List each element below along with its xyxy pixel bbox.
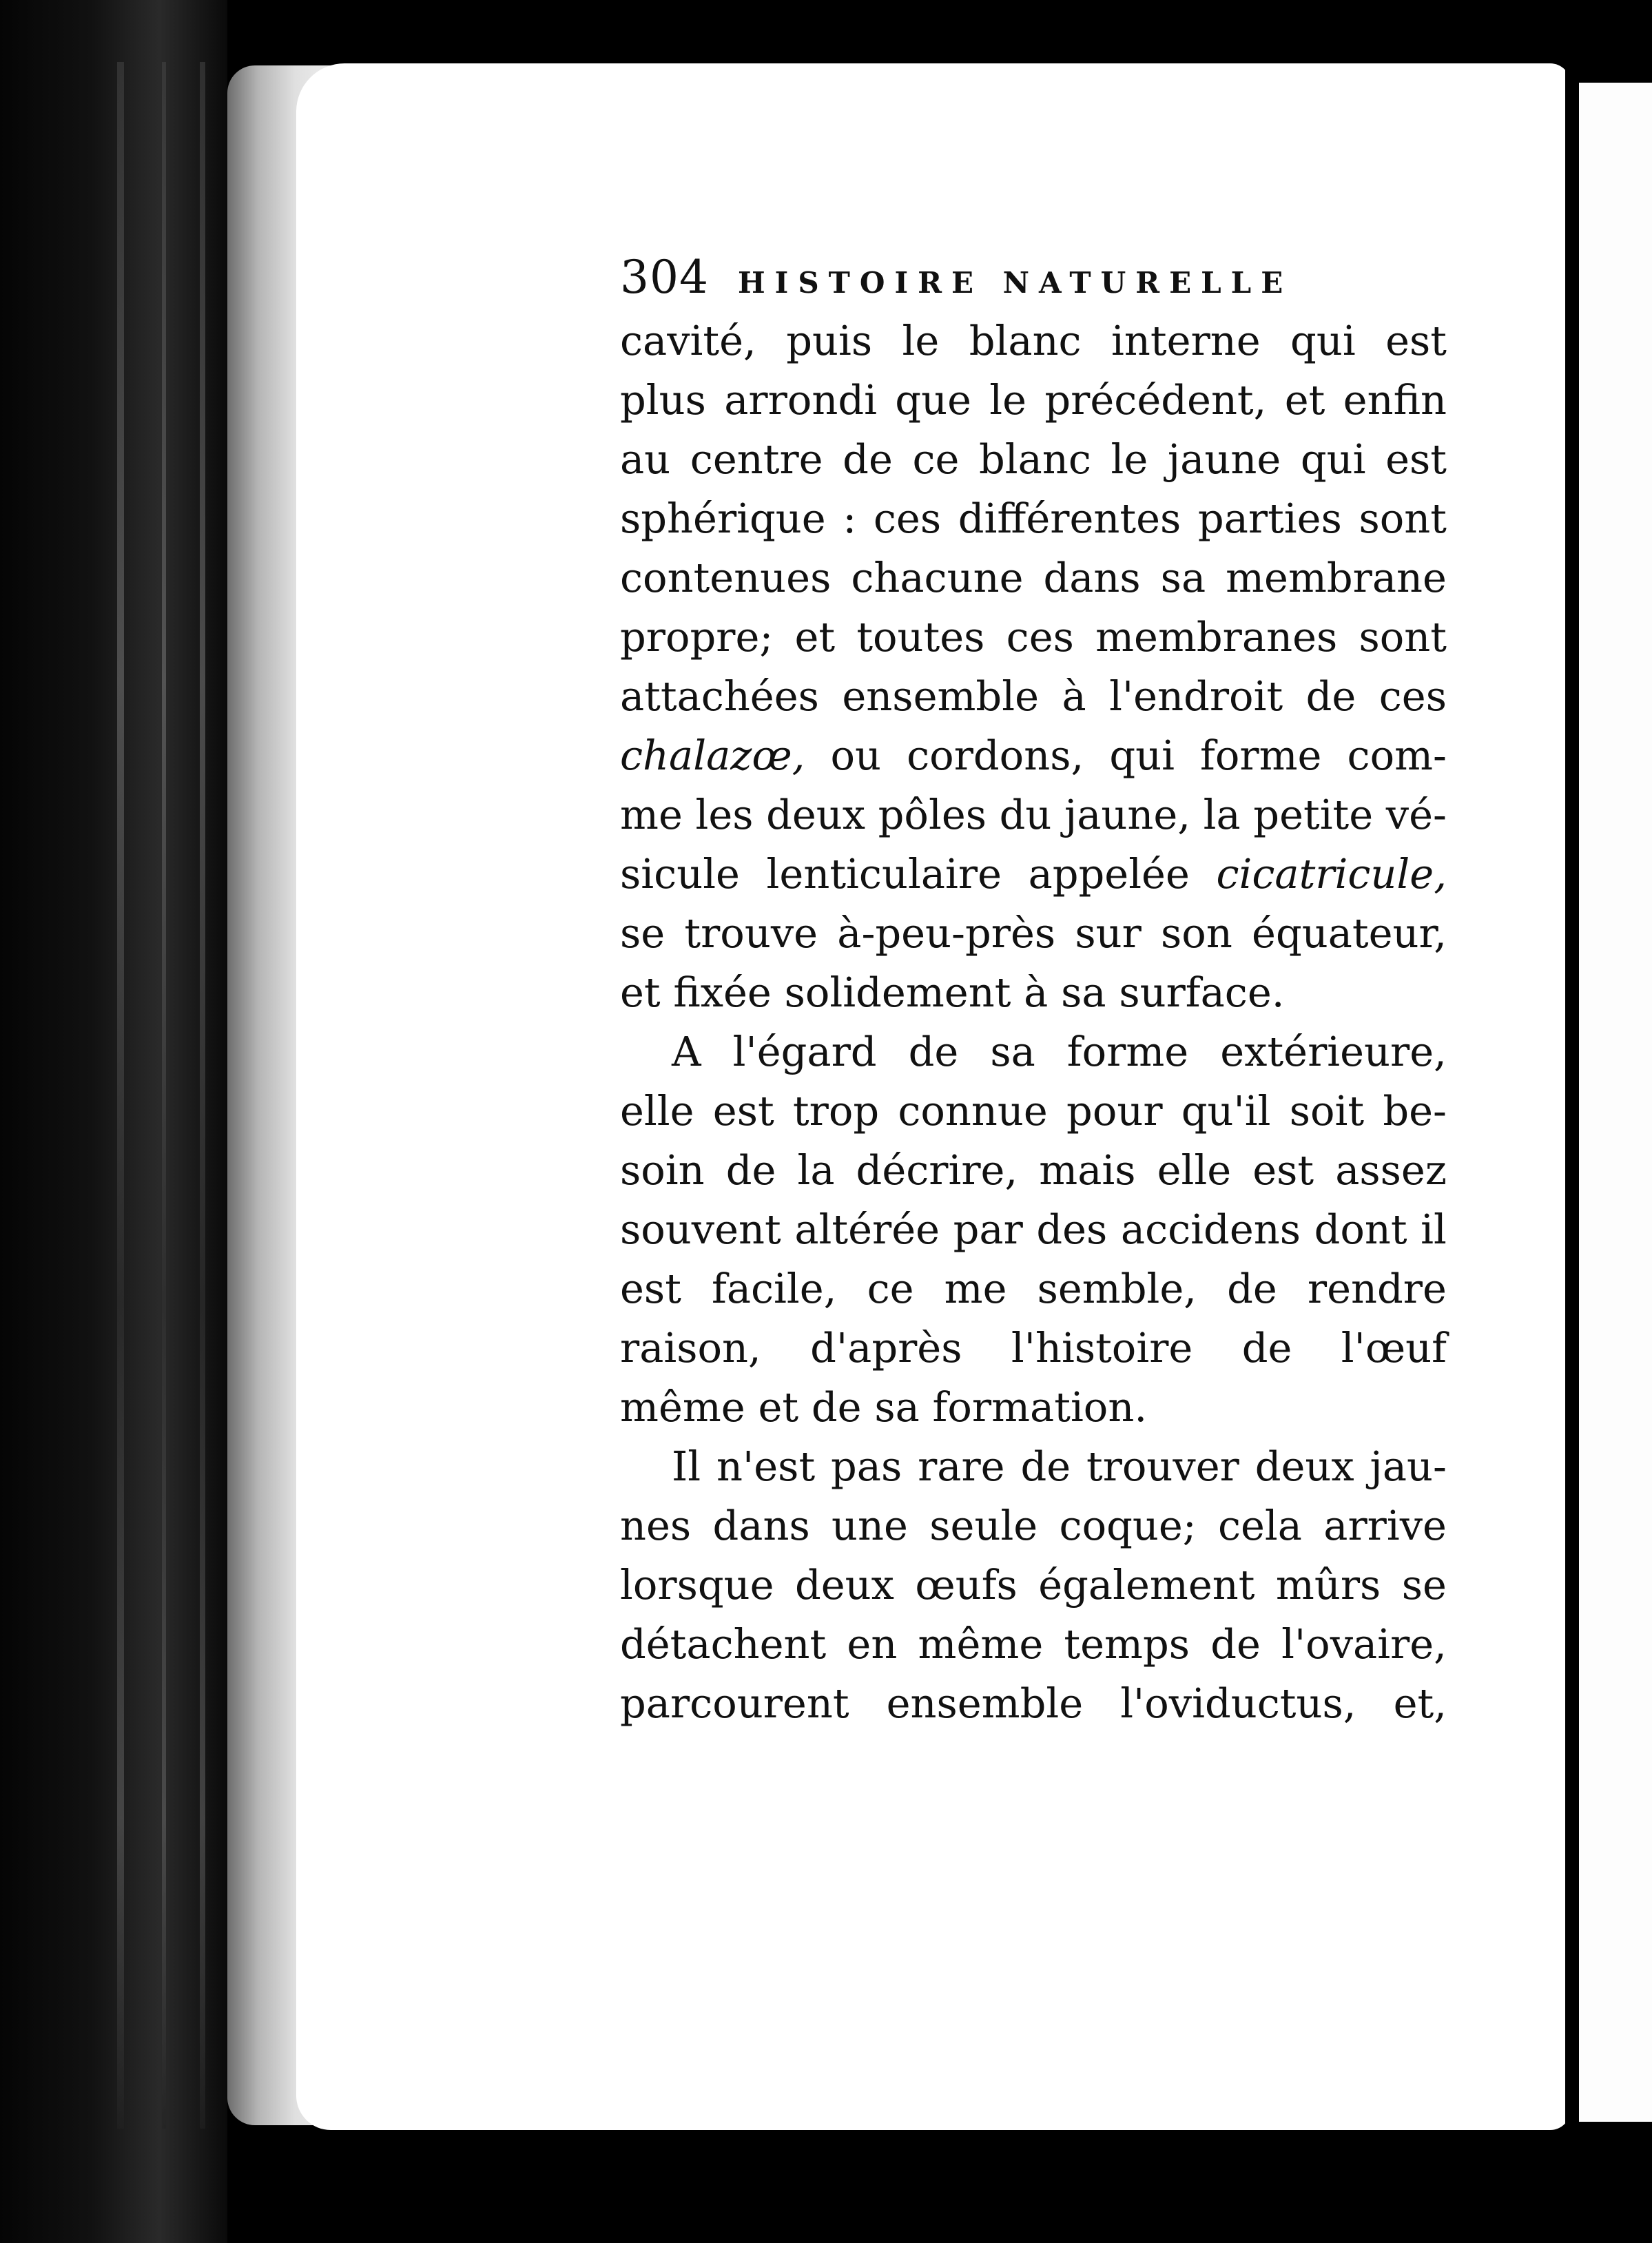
- text-line: plus arrondi que le précédent, et enfin: [620, 376, 1447, 424]
- spine-streak: [162, 62, 166, 2129]
- text-line: propre; et toutes ces membranes sont: [620, 613, 1447, 661]
- text-line: elle est trop connue pour qu'il soit be-: [620, 1087, 1447, 1135]
- text-lines: [620, 311, 1447, 1733]
- page-text: [620, 248, 1447, 1733]
- page-header: [620, 248, 1447, 310]
- text-line: sphérique : ces différentes parties sont: [620, 495, 1447, 542]
- page-number: 304: [620, 251, 709, 304]
- text-line: parcourent ensemble l'oviductus, et,: [620, 1679, 1447, 1727]
- text-line: cavité, puis le blanc interne qui est: [620, 317, 1447, 364]
- text-line: me les deux pôles du jaune, la petite vé-: [620, 791, 1447, 838]
- next-page-edge: [1579, 83, 1652, 2122]
- text-line: et fixée solidement à sa surface.: [620, 969, 1285, 1016]
- spine-streak: [200, 62, 205, 2129]
- text-line: A l'égard de sa forme extérieure,: [672, 1028, 1447, 1075]
- text-line: lorsque deux œufs également mûrs se: [620, 1561, 1447, 1609]
- text-line: détachent en même temps de l'ovaire,: [620, 1620, 1447, 1668]
- text-line: même et de sa formation.: [620, 1383, 1148, 1431]
- book-spine: [0, 0, 227, 2243]
- gutter-shadow: [1565, 63, 1580, 2137]
- text-line: chalazœ, ou cordons, qui forme com-: [620, 732, 1447, 779]
- text-line: attachées ensemble à l'endroit de ces: [620, 672, 1447, 720]
- text-line: est facile, ce me semble, de rendre: [620, 1265, 1447, 1312]
- text-line: souvent altérée par des accidens dont il: [620, 1206, 1447, 1253]
- text-line: raison, d'après l'histoire de l'œuf: [620, 1324, 1447, 1372]
- text-line: au centre de ce blanc le jaune qui est: [620, 435, 1447, 483]
- text-line: contenues chacune dans sa membrane: [620, 554, 1447, 601]
- text-line: Il n'est pas rare de trouver deux jau-: [672, 1443, 1447, 1490]
- text-line: se trouve à-peu-près sur son équateur,: [620, 909, 1447, 957]
- text-line: sicule lenticulaire appelée cicatricule,: [620, 850, 1447, 898]
- spine-streak: [117, 62, 124, 2129]
- running-head: HISTOIRE NATURELLE: [737, 266, 1293, 300]
- text-line: soin de la décrire, mais elle est assez: [620, 1146, 1447, 1194]
- text-line: nes dans une seule coque; cela arrive: [620, 1502, 1447, 1549]
